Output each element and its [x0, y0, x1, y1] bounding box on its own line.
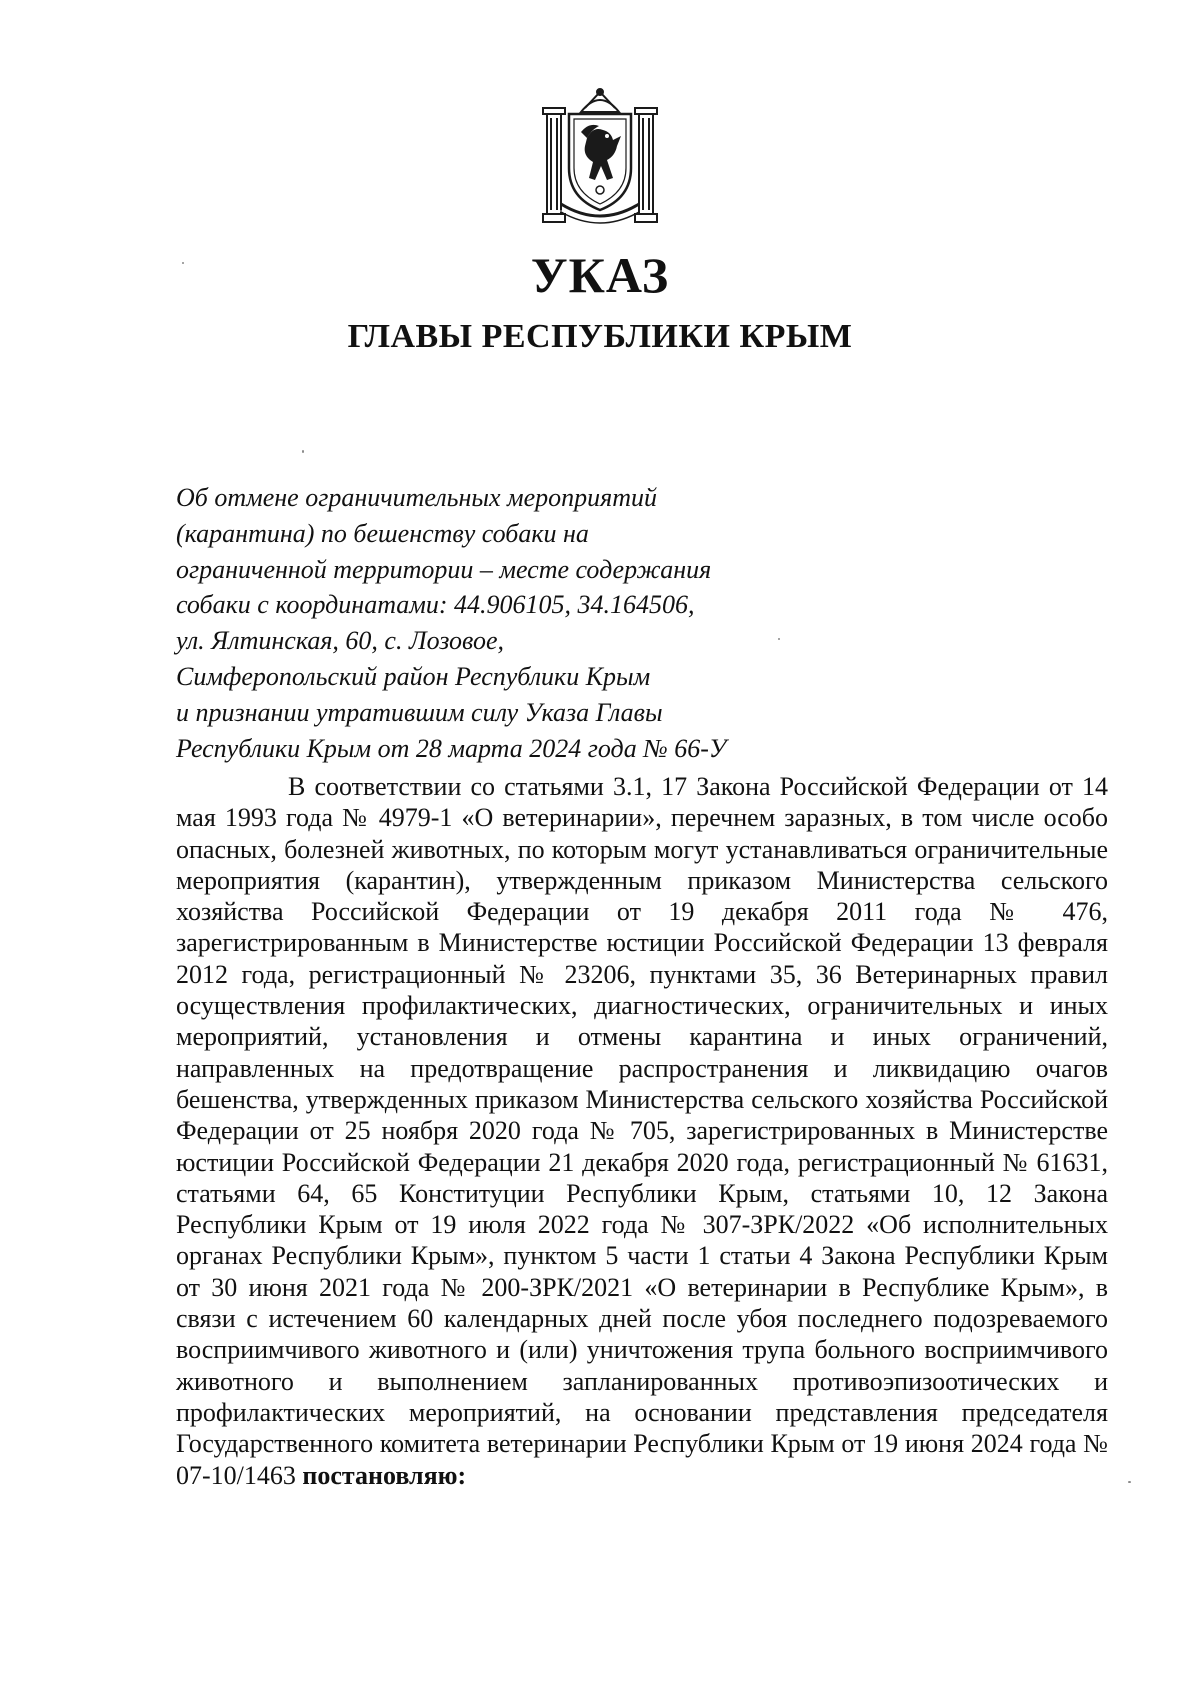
decree-body	[176, 771, 1108, 1491]
decree-heading	[176, 480, 876, 766]
heading-line: собаки с координатами: 44.906105, 34.164506,	[176, 590, 695, 620]
heading-line: Об отмене ограничительных мероприятий	[176, 483, 658, 512]
heading-line: ограниченной территории – месте содержания	[176, 554, 712, 584]
resolution-word: постановляю:	[302, 1460, 467, 1490]
scan-speck	[182, 262, 184, 264]
heading-line: (карантина) по бешенству собаки на	[176, 518, 589, 548]
heading-line: и признании утратившим силу Указа Главы	[176, 697, 663, 727]
heading-line: Республики Крым от 28 марта 2024 года № 66-У	[176, 733, 727, 763]
heading-line: ул. Ялтинская, 60, с. Лозовое,	[176, 626, 505, 656]
body-paragraph: В соответствии со статьями 3.1, 17 Закона Российской Федерации от 14 мая 1993 года № 4979-1 «О ветеринарии», перечнем заразных, в том числе особо опасных, болезней животных, по которым могут устанавливаться ограничительные мероприятия (карантин), утвержденным приказом Министерства сельского хозяйства Российской Федерации от 19 декабря 2011 года № 476, зарегистрированным в Министерстве юстиции Российской Федерации 13 февраля 2012 года, регистрационный № 23206, пунктами 35, 36 Ветеринарных правил осуществления профилактических, диагностических, ограничительных и иных мероприятий, установления и отмены карантина и иных ограничений, направленных на предотвращение распространения и ликвидацию очагов бешенства, утвержденных приказом Министерства сельского хозяйства Российской Федерации от 25 ноября 2020 года № 705, зарегистрированных в Министерстве юстиции Российской Федерации 21 декабря 2020 года, регистрационный № 61631, статьями 64, 65 Конституции Республики Крым, статьями 10, 12 Закона Республики Крым от 19 июля 2022 года № 307-ЗРК/2022 «Об исполнительных органах Республики Крым», пунктом 5 части 1 статьи 4 Закона Республики Крым от 30 июня 2021 года № 200-ЗРК/2021 «О ветеринарии в Республике Крым», в связи с истечением 60 календарных дней после убоя последнего подозреваемого восприимчивого животного и (или) уничтожения трупа больного восприимчивого животного и выполнением запланированных противоэпизоотических и профилактических мероприятий, на основании представления председателя Государственного комитета ветеринарии Республики Крым от 19 июня 2024 года № 07-10/1463	[176, 772, 1108, 1490]
document-subtitle: ГЛАВЫ РЕСПУБЛИКИ КРЫМ	[347, 318, 853, 355]
document-title: УКАЗ	[530, 247, 670, 303]
heading-line: Симферопольский район Республики Крым	[176, 661, 651, 691]
scan-speck	[1128, 1481, 1131, 1483]
scan-speck	[560, 210, 562, 212]
scan-speck	[778, 638, 780, 640]
coat-of-arms-icon	[541, 86, 659, 230]
scan-speck	[302, 450, 304, 453]
